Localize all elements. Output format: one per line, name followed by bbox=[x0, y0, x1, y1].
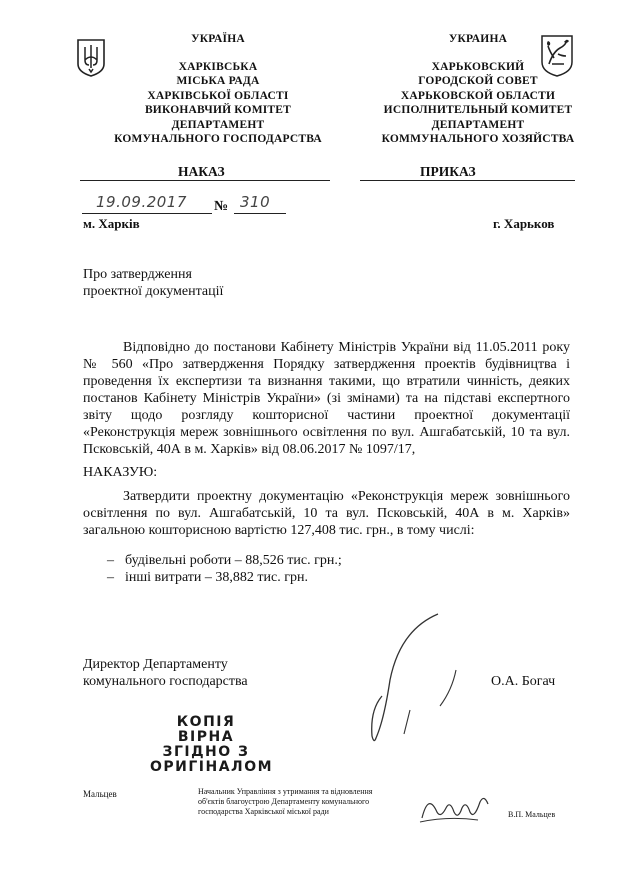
copy-certified-stamp bbox=[150, 714, 274, 775]
city-ua: м. Харків bbox=[83, 216, 140, 231]
header-line: ВИКОНАВЧИЙ КОМІТЕТ bbox=[144, 104, 292, 116]
order-number: 310 bbox=[240, 193, 271, 211]
header-line: КОММУНАЛЬНОГО ХОЗЯЙСТВА bbox=[381, 133, 575, 145]
subject bbox=[83, 266, 223, 300]
country-name-ua: УКРАЇНА bbox=[191, 33, 245, 45]
city-ru: г. Харьков bbox=[493, 216, 555, 231]
certifier-name: В.П. Мальцев bbox=[508, 810, 556, 819]
certifier-line: Начальник Управління з утримання та відновлення bbox=[198, 787, 373, 796]
executor-name: Мальцев bbox=[83, 789, 117, 799]
certifier-line: господарства Харківської міської ради bbox=[198, 807, 329, 816]
list-item: – будівельні роботи – 88,526 тис. грн.; bbox=[107, 552, 342, 569]
header-rule-left bbox=[80, 180, 330, 181]
doc-type-ua: НАКАЗ bbox=[178, 164, 225, 179]
signatory-position bbox=[83, 656, 248, 690]
country-name-ru: УКРАИНА bbox=[448, 33, 508, 45]
director-signature-icon bbox=[330, 610, 480, 750]
order-date: 19.09.2017 bbox=[96, 193, 187, 211]
number-underline bbox=[234, 213, 286, 214]
list-item: – інші витрати – 38,882 тис. грн. bbox=[107, 569, 342, 586]
order-word: НАКАЗУЮ: bbox=[83, 465, 158, 480]
header-line: ИСПОЛНИТЕЛЬНЫЙ КОМИТЕТ bbox=[383, 104, 573, 116]
certifier-signature-icon bbox=[418, 790, 496, 828]
subject-line: Про затвердження bbox=[83, 267, 192, 282]
header-line: ХАРКІВСЬКОЇ ОБЛАСТІ bbox=[147, 89, 289, 102]
certifier-line: об'єктів благоустрою Департаменту комунального bbox=[198, 797, 370, 806]
position-line: комунального господарства bbox=[83, 674, 248, 689]
header-line: МІСЬКА РАДА bbox=[176, 75, 260, 87]
header-line: ХАРЬКОВСКОЙ ОБЛАСТИ bbox=[400, 89, 556, 102]
header-left-ua bbox=[92, 32, 344, 147]
stamp-line: КОПІЯ ВІРНА bbox=[176, 714, 236, 745]
header-rule-right bbox=[360, 180, 575, 181]
subject-line: проектної документації bbox=[83, 284, 224, 299]
header-line: ДЕПАРТАМЕНТ bbox=[431, 118, 525, 131]
cost-items-list bbox=[107, 552, 342, 586]
doc-type-ru: ПРИКАЗ bbox=[420, 164, 476, 179]
header-line: КОМУНАЛЬНОГО ГОСПОДАРСТВА bbox=[114, 133, 322, 145]
header-line: ДЕПАРТАМЕНТ bbox=[171, 118, 265, 131]
stamp-line: ОРИГІНАЛОМ bbox=[150, 759, 274, 775]
header-right-ru bbox=[348, 32, 608, 147]
position-line: Директор Департаменту bbox=[83, 657, 228, 672]
signatory-name: О.А. Богач bbox=[491, 674, 556, 689]
date-underline bbox=[82, 213, 212, 214]
stamp-line: ЗГІДНО З bbox=[162, 744, 250, 760]
decision-paragraph: Затвердити проектну документацію «Реконструкція мереж зовнішнього освітлення по вул. Ашгабатській, 10 та вул. Псковській, 40А в м. Харків» загальною кошторисною вартістю 127,408 тис. грн., в тому числі: bbox=[83, 489, 570, 538]
preamble-paragraph: Відповідно до постанови Кабінету Міністрів України від 11.05.2011 року № 560 «Про затвердження Порядку затвердження проектів будівництва і проведення їх експертизи та визнання такими, що втратили чинність, деяких постанов Кабінету Міністрів України» (зі змінами) та на підставі експертного звіту щодо розгляду кошторисної частини проектної документації «Реконструкція мереж зовнішнього освітлення по вул. Ашгабатській, 10 та вул. Псковській, 40А в м. Харків» від 08.06.2017 № 1097/17, bbox=[83, 340, 570, 457]
header-line: ХАРЬКОВСКИЙ bbox=[431, 60, 525, 73]
certifier-title bbox=[198, 787, 413, 817]
header-line: ХАРКІВСЬКА bbox=[178, 60, 258, 73]
number-sign: № bbox=[214, 199, 229, 214]
header-line: ГОРОДСКОЙ СОВЕТ bbox=[418, 75, 538, 87]
